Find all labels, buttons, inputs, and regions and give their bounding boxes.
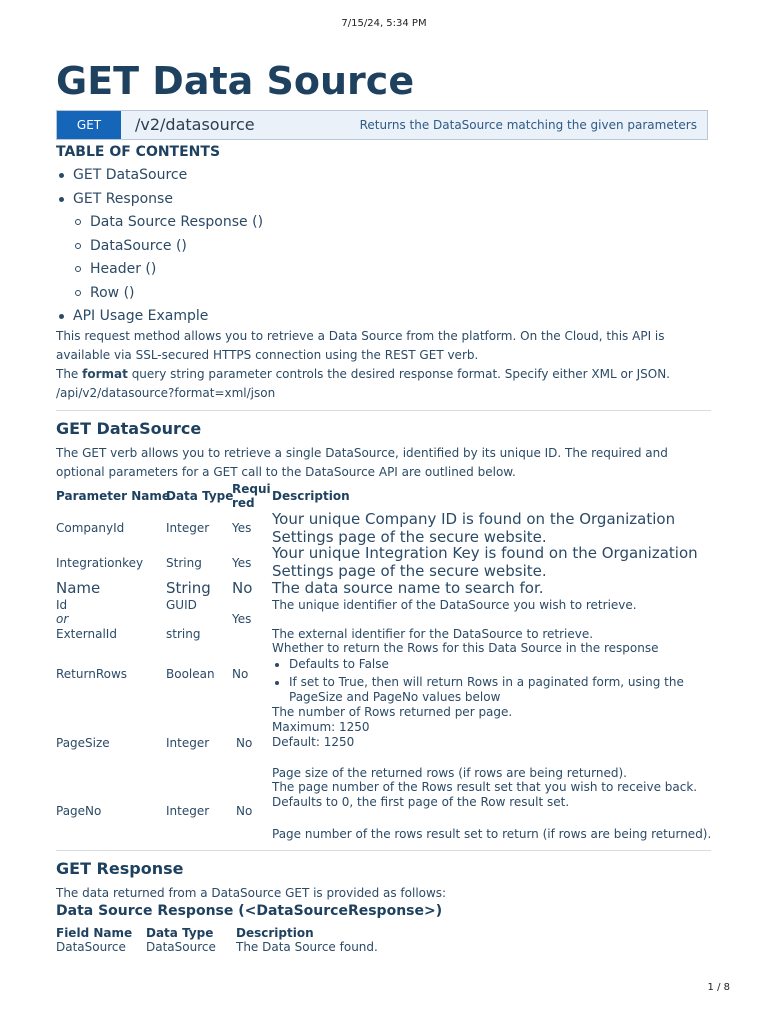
endpoint-summary: Returns the DataSource matching the given parameters [359, 118, 697, 132]
col-header-field-name: Field Name [56, 926, 133, 940]
divider [56, 410, 711, 411]
col-header-description: Description [272, 489, 350, 503]
toc-link-api-usage-example[interactable]: API Usage Example [73, 308, 209, 324]
get-datasource-description: The GET verb allows you to retrieve a single DataSource, identified by its unique ID. The required and optional parameters for a GET call to the DataSource API are outlined below. [56, 446, 668, 479]
toc-link-get-datasource[interactable]: GET DataSource [73, 167, 188, 183]
print-date: 7/15/24, 5:34 PM [341, 18, 427, 29]
subheading-data-source-response: Data Source Response (<DataSourceResponse>) [56, 903, 443, 919]
intro-paragraph: This request method allows you to retrieve a Data Source from the platform. On the Cloud, this API is available via SSL-secured HTTPS connection using the REST GET verb. [56, 329, 665, 362]
endpoint-path: /v2/datasource [135, 115, 255, 134]
col-header-data-type: Data Type [166, 489, 234, 503]
col-header-data-type: Data Type [146, 926, 214, 940]
table-of-contents [56, 164, 263, 329]
toc-link-datasource[interactable]: DataSource () [90, 237, 187, 254]
get-response-description: The data returned from a DataSource GET is provided as follows: [56, 886, 447, 900]
toc-link-row[interactable]: Row () [90, 284, 135, 301]
page-number: 1 / 8 [707, 982, 730, 993]
toc-link-data-source-response[interactable]: Data Source Response () [90, 214, 264, 230]
toc-link-header[interactable]: Header () [90, 261, 157, 277]
section-heading-get-response: GET Response [56, 859, 184, 878]
format-paragraph: The format query string parameter controls the desired response format. Specify either XML or JSON. [56, 367, 670, 381]
endpoint-banner[interactable] [56, 110, 708, 140]
toc-link-get-response[interactable]: GET Response [73, 190, 173, 207]
section-heading-get-datasource: GET DataSource [56, 419, 202, 438]
col-header-required: Required [232, 482, 271, 510]
toc-title: TABLE OF CONTENTS [56, 144, 221, 160]
http-method-badge: GET [57, 111, 121, 139]
format-example: /api/v2/datasource?format=xml/json [56, 386, 276, 400]
page-title: GET Data Source [56, 59, 415, 103]
col-header-parameter-name: Parameter Name [56, 489, 170, 503]
col-header-description: Description [236, 926, 314, 940]
divider [56, 850, 711, 851]
